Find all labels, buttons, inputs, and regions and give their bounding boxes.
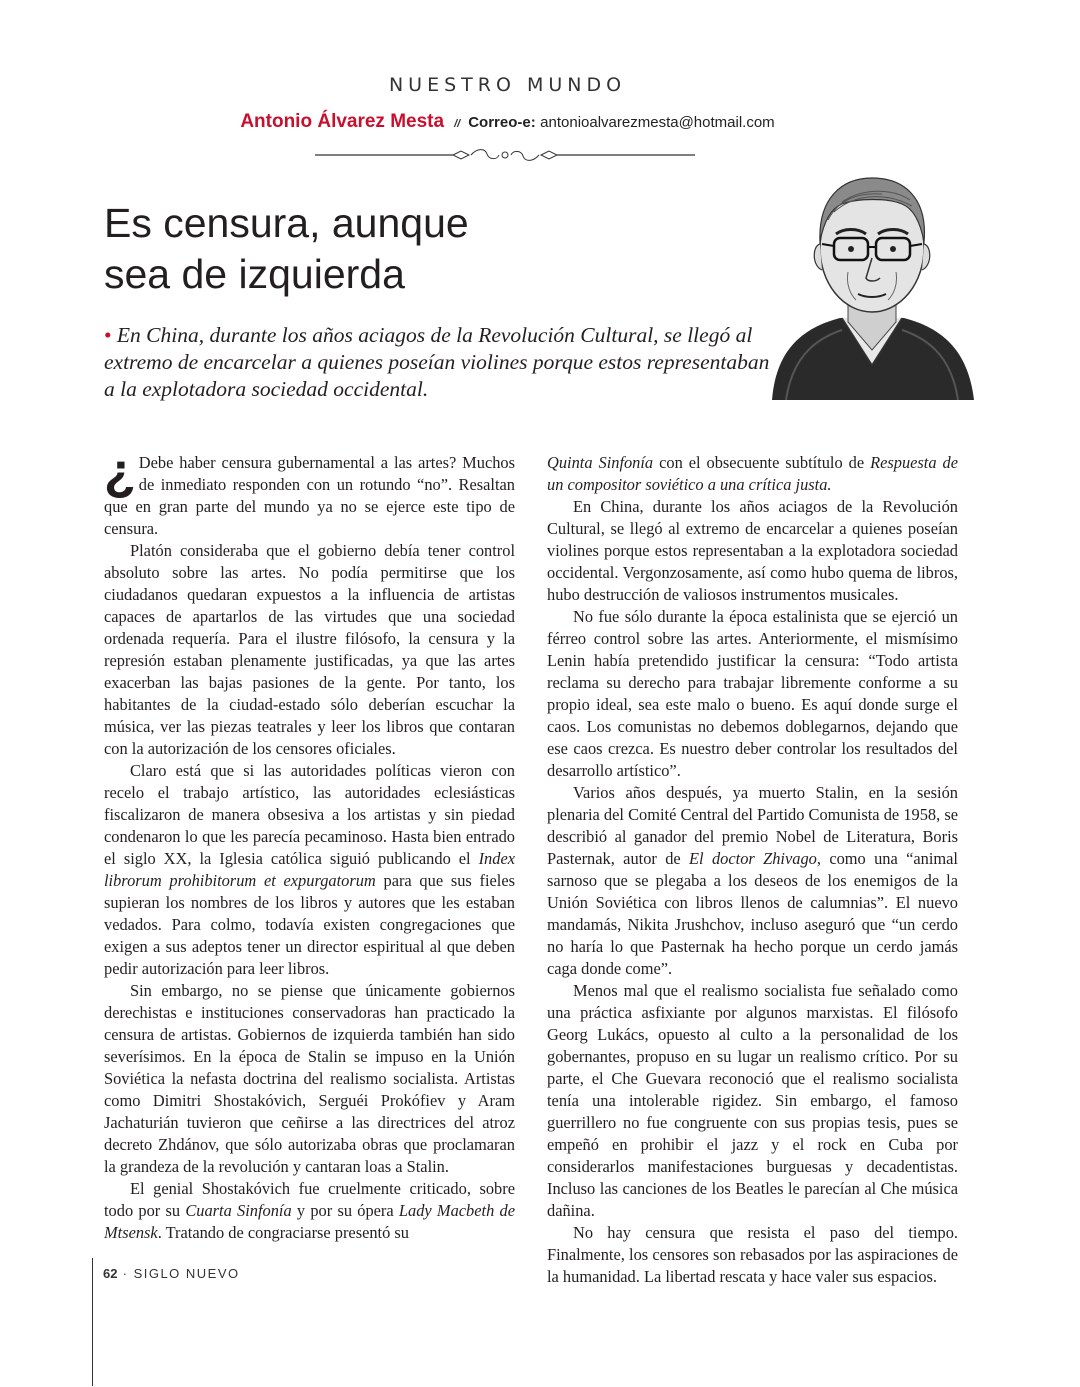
paragraph-2: Platón consideraba que el gobierno debía tener control absoluto sobre las artes. No podía permitirse que los ciudadanos quedaran expuestos a la influencia de artistas capaces de apartarlos de las virtudes que una sociedad ordenada requería. Para el ilustre filósofo, la censura y la represión estaban plenamente justificadas, ya que las artes exacerban las bajas pasiones de la gente. Por tanto, los habitantes de la ciudad-estado sólo deberían escuchar la música, ver las piezas teatrales y leer los libros que contaran con la autorización de los censores oficiales.: [104, 541, 515, 758]
paragraph-8: Varios años después, ya muerto Stalin, en la sesión plenaria del Comité Central del Partido Comunista de 1958, se describió al ganador del premio Nobel de Literatura, Boris Pasternak, autor de El doctor Zhivago, como una “animal sarnoso que se plegaba a los deseos de los enemigos de la Unión Soviética con libros llenos de calumnias”. El nuevo mandamás, Nikita Jrushchov, incluso aseguró que “un cerdo no haría lo que Pasternak ha hecho porque un cerdo jamás caga donde come”.: [547, 783, 958, 978]
footer-rule: [92, 1258, 93, 1386]
headline-line-2: sea de izquierda: [104, 251, 405, 297]
paragraph-7: No fue sólo durante la época estalinista que se ejerció un férreo control sobre las artes. Anteriormente, el mismísimo Lenin había pretendido justificar la censura: “Todo artista reclama su derecho para trabajar libremente conforme a su propio ideal, sea este malo o bueno. Es aquí donde surge el caos. Los comunistas no debemos doblegarnos, dejando que ese caos crezca. Es nuestro deber controlar los resultados del desarrollo artístico”.: [547, 607, 958, 780]
index-title: Index librorum prohibitorum et expurgatorum: [104, 849, 515, 890]
deck-bullet: •: [104, 323, 112, 347]
article-headline: [104, 198, 664, 300]
paragraph-5-continued: Quinta Sinfonía con el obsecuente subtítulo de Respuesta de un compositor soviético a una crítica justa.: [547, 453, 958, 494]
paragraph-10: No hay censura que resista el paso del tiempo. Finalmente, los censores son rebasados por las aspiraciones de la humanidad. La libertad rescata y hace valer sus espacios.: [547, 1223, 958, 1286]
paragraph-3: Claro está que si las autoridades políticas vieron con recelo el trabajo artístico, las autoridades eclesiásticas fiscalizaron de manera obsesiva a los artistas y sin piedad condenaron lo que les parecía pecaminoso. Hasta bien entrado el siglo XX, la Iglesia católica siguió publicando el Index librorum prohibitorum et expurgatorum para que sus fieles supieran los nombres de los libros y autores que les estaban vedados. Para colmo, todavía existen congregaciones que exigen a sus adeptos tener un director espiritual al que deben pedir autorización para leer libros.: [104, 761, 515, 978]
byline: [0, 111, 1015, 133]
work-title-cuarta-sinfonia: Cuarta Sinfonía: [185, 1201, 292, 1220]
author-name: Antonio Álvarez Mesta: [240, 111, 445, 132]
article-column-right: [547, 452, 958, 1288]
paragraph-9: Menos mal que el realismo socialista fue señalado como una práctica asfixiante por algunos marxistas. El filósofo Georg Lukács, opuesto al culto a la personalidad de los gobernantes, propuso en su lugar un realismo crítico. Por su parte, el Che Guevara reconoció que el realismo socialista tenía una intolerable rigidez. Sin embargo, el famoso guerrillero no fue congruente con sus propias tesis, pues se empeñó en prohibir el jazz y el rock en Cuba por considerarlos manifestaciones burguesas y decadentistas. Incluso las canciones de los Beatles le parecían al Che música dañina.: [547, 981, 958, 1220]
article-column-left: [104, 443, 515, 1244]
email-label: Correo-e:: [468, 114, 536, 131]
byline-separator: //: [454, 118, 461, 130]
paragraph-4: Sin embargo, no se piense que únicamente gobiernos derechistas e instituciones conservadoras han practicado la censura de artistas. Gobiernos de izquierda también han sido severísimos. En la época de Stalin se impuso en la Unión Soviética la nefasta doctrina del realismo socialista. Artistas como Dimitri Shostakóvich, Serguéi Prokófiev y Aram Jachaturián tuvieron que ceñirse a las directrices del atroz decreto Zhdánov, que sólo autorizaba obras que proclamaran la grandeza de la revolución y cantaran loas a Stalin.: [104, 981, 515, 1176]
folio-dot: ·: [122, 1266, 129, 1281]
dropcap: ¿: [104, 443, 136, 501]
author-portrait-illustration: [762, 150, 982, 400]
ornamental-divider-icon: [315, 146, 695, 164]
author-email-link[interactable]: antonioalvarezmesta@hotmail.com: [540, 114, 775, 131]
paragraph-5: El genial Shostakóvich fue cruelmente criticado, sobre todo por su Cuarta Sinfonía y por su ópera Lady Macbeth de Mtsensk. Tratando de congraciarse presentó su: [104, 1179, 515, 1242]
work-title-quinta-sinfonia: Quinta Sinfonía: [547, 453, 654, 472]
magazine-name: SIGLO NUEVO: [133, 1266, 240, 1281]
headline-line-1: Es censura, aunque: [104, 200, 469, 246]
section-title: NUESTRO MUNDO: [388, 74, 627, 96]
deck-text: En China, durante los años aciagos de la Revolución Cultural, se llegó al extremo de encarcelar a quienes poseían violines porque estos representaban a la explotadora sociedad occidental.: [104, 323, 770, 401]
page-number: 62: [103, 1266, 118, 1281]
paragraph-1: ¿ Debe haber censura gubernamental a las artes? Muchos de inmediato responden con un rotundo “no”. Resaltan que en gran parte del mundo ya no se ejerce este tipo de censura.: [104, 443, 515, 538]
work-title-zhivago: El doctor Zhivago: [689, 849, 817, 868]
page-folio: [103, 1266, 240, 1281]
work-subtitle: Respuesta de un compositor soviético a una crítica justa.: [547, 453, 958, 494]
paragraph-6: En China, durante los años aciagos de la Revolución Cultural, se llegó al extremo de encarcelar a quienes poseían violines porque estos representaban a la explotadora sociedad occidental. Vergonzosamente, así como hubo quema de libros, hubo destrucción de valiosos instrumentos musicales.: [547, 497, 958, 604]
work-title-lady-macbeth: Lady Macbeth de Mtsensk: [104, 1201, 515, 1242]
article-deck: [104, 322, 784, 403]
